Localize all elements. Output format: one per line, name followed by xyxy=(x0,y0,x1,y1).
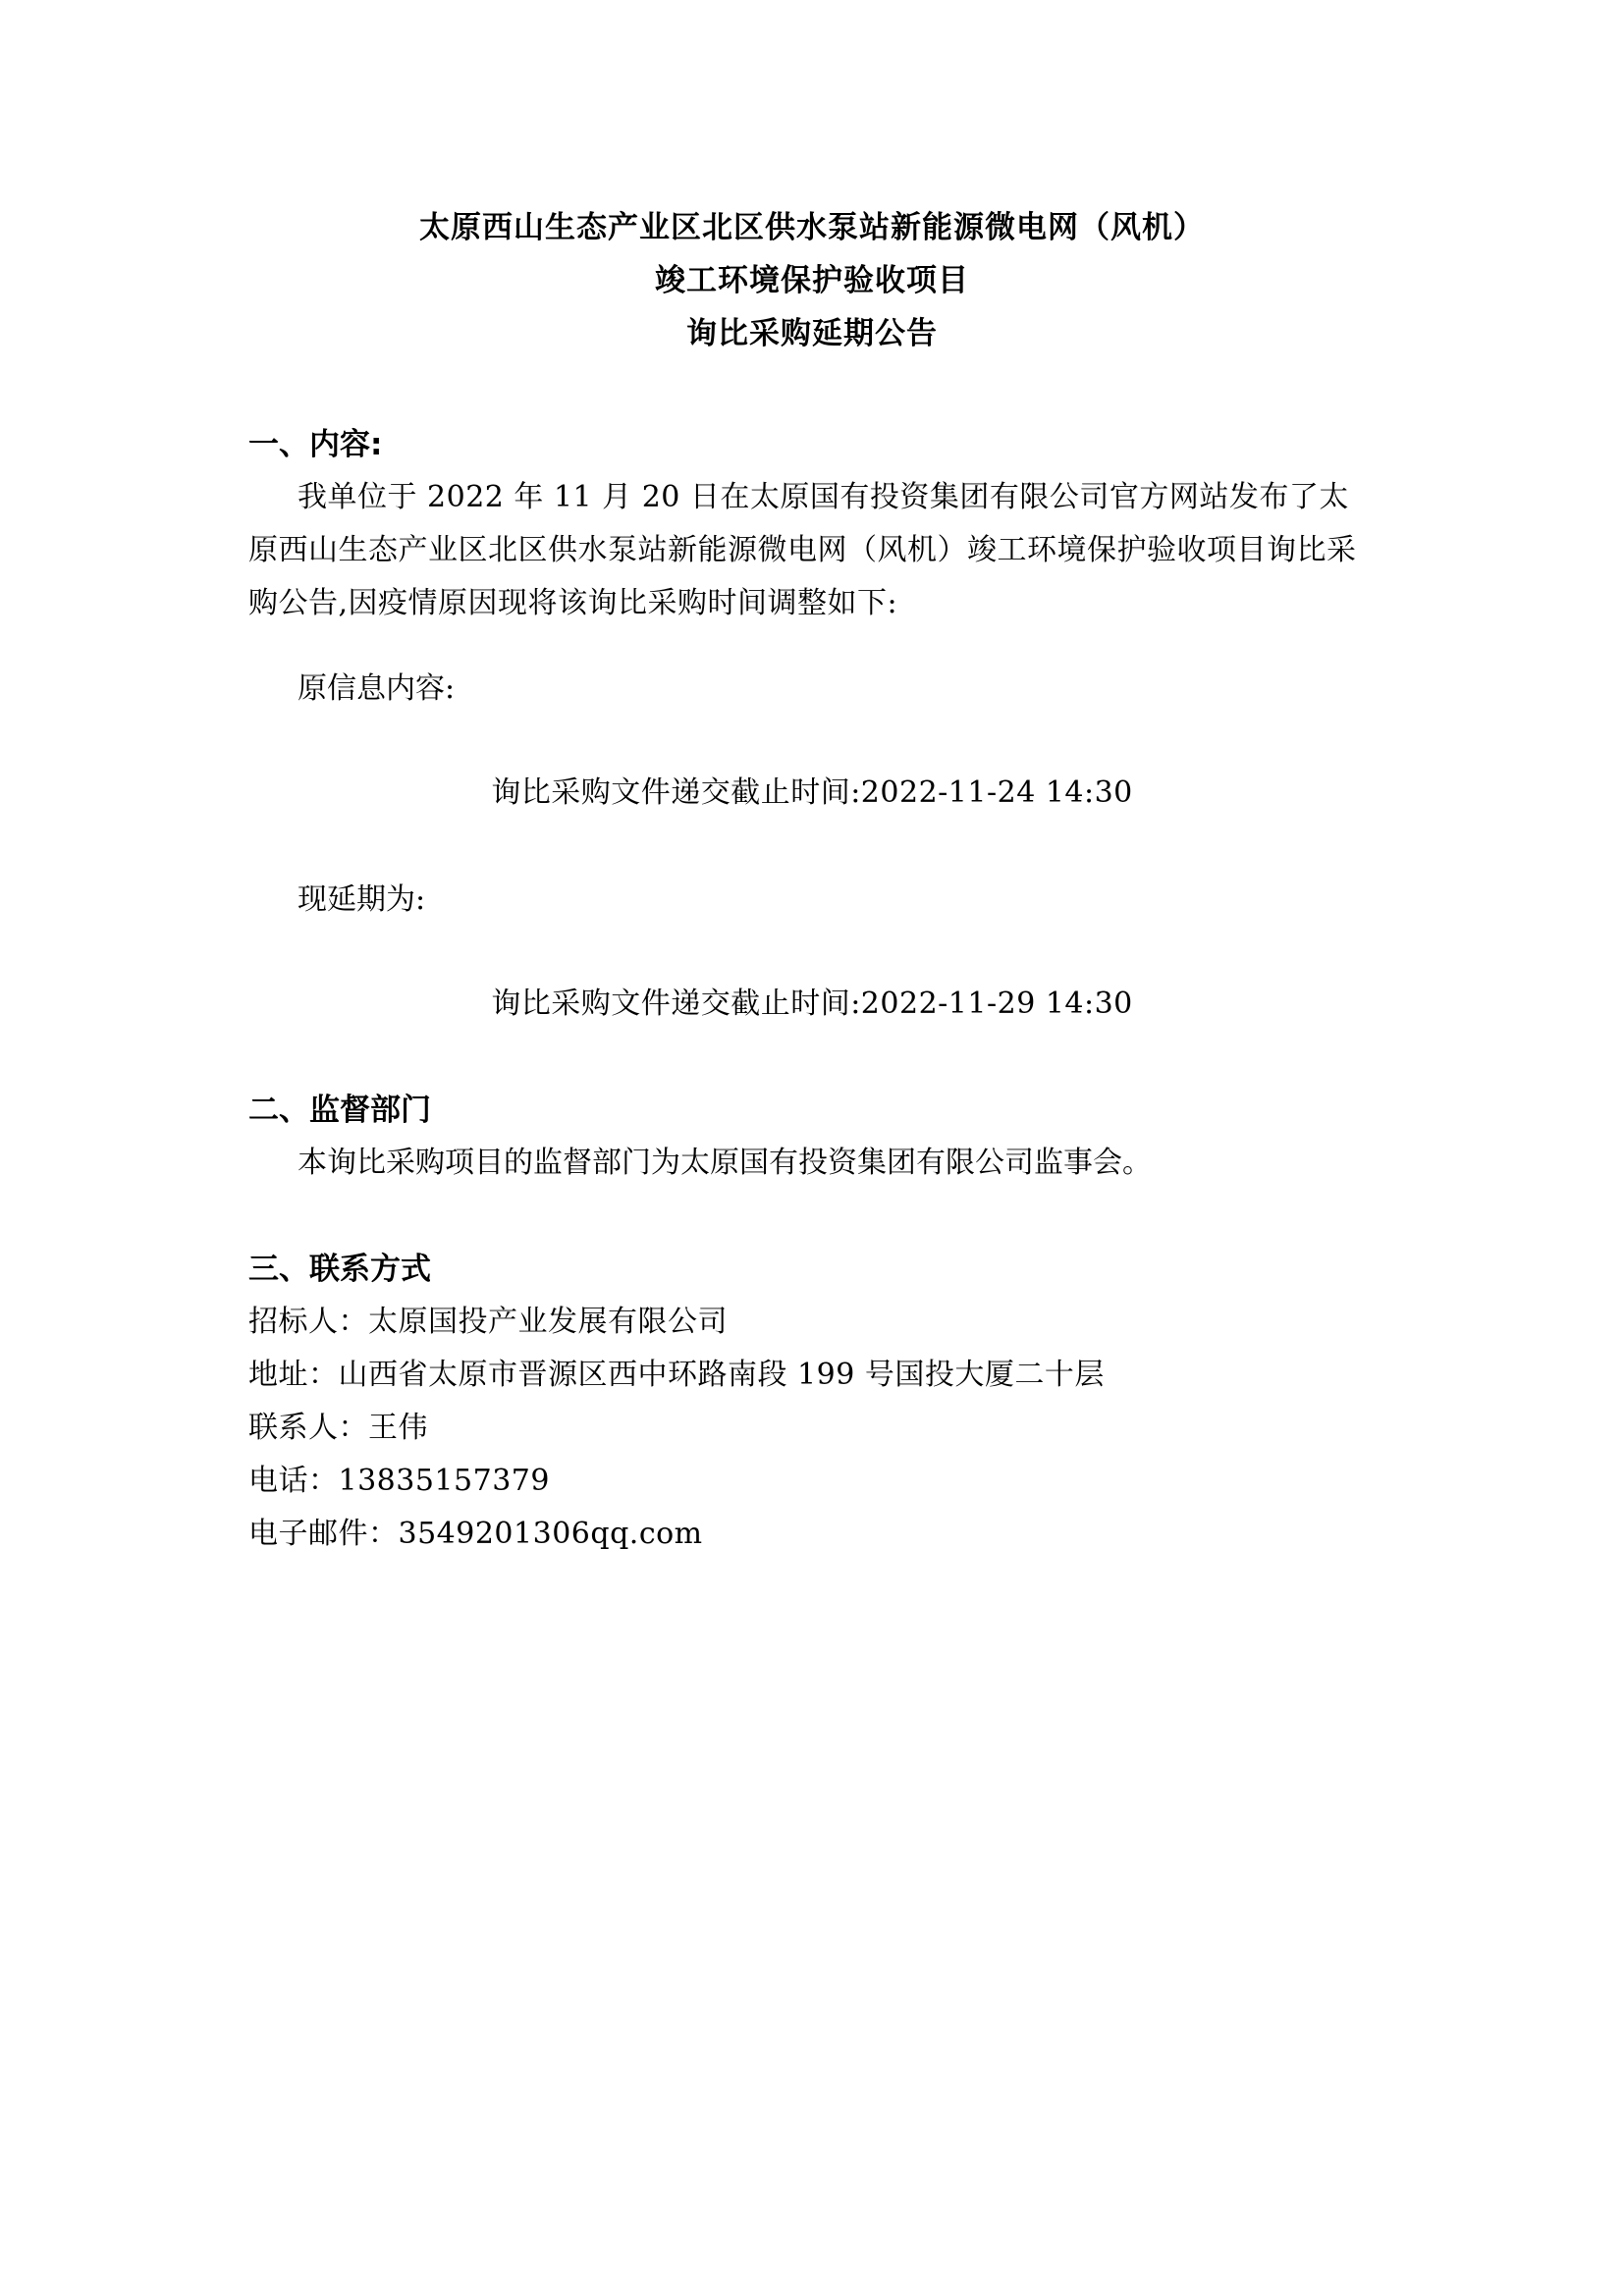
title-line-3: 询比采购延期公告 xyxy=(686,316,938,351)
title-line-2: 竣工环境保护验收项目 xyxy=(655,263,969,298)
address-line: 地址：山西省太原市晋源区西中环路南段 199 号国投大厦二十层 xyxy=(248,1358,1105,1392)
section-1-paragraph xyxy=(248,471,1378,630)
section-2-heading: 二、监督部门 xyxy=(248,1093,431,1128)
section-3-heading: 三、联系方式 xyxy=(248,1252,431,1287)
phone-line: 电话：13835157379 xyxy=(248,1464,550,1498)
document-title xyxy=(0,201,1624,360)
new-info-label: 现延期为: xyxy=(298,882,426,917)
title-line-1: 太原西山生态产业区北区供水泵站新能源微电网（风机） xyxy=(419,210,1205,245)
section-1-heading: 一、内容: xyxy=(248,427,383,462)
section-2-paragraph: 本询比采购项目的监督部门为太原国有投资集团有限公司监事会。 xyxy=(298,1146,1152,1180)
contact-person-line: 联系人：王伟 xyxy=(248,1411,428,1445)
email-line: 电子邮件：3549201306qq.com xyxy=(248,1517,703,1551)
new-deadline: 询比采购文件递交截止时间:2022-11-29 14:30 xyxy=(491,987,1133,1021)
tenderer-line: 招标人：太原国投产业发展有限公司 xyxy=(248,1305,728,1339)
section-1-paragraph-text: 我单位于 2022 年 11 月 20 日在太原国有投资集团有限公司官方网站发布了太原西山生态产业区北区供水泵站新能源微电网（风机）竣工环境保护验收项目询比采购公告,因疫情原因现将该询比采购时间调整如下: xyxy=(248,480,1357,620)
original-deadline: 询比采购文件递交截止时间:2022-11-24 14:30 xyxy=(491,775,1133,810)
original-info-label: 原信息内容: xyxy=(298,671,456,706)
